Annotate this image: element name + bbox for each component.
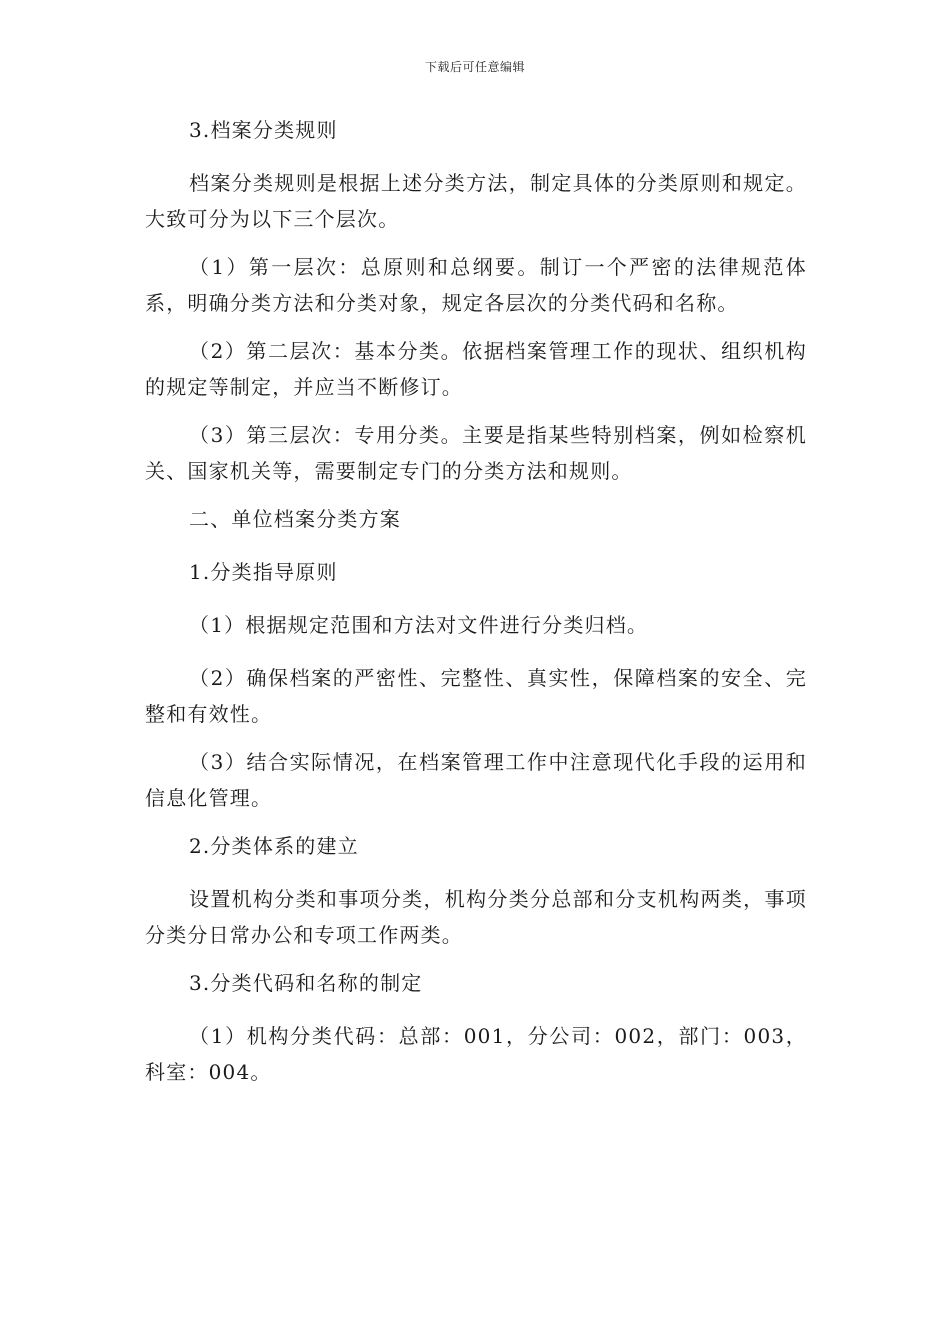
document-body	[145, 112, 807, 1102]
page-header: 下载后可任意编辑	[424, 60, 525, 74]
paragraph: （1）第一层次：总原则和总纲要。制订一个严密的法律规范体系，明确分类方法和分类对象，规定各层次的分类代码和名称。	[145, 255, 807, 315]
paragraph: （3）第三层次：专用分类。主要是指某些特别档案，例如检察机关、国家机关等，需要制定专门的分类方法和规则。	[145, 423, 807, 483]
subsection-heading: 3.分类代码和名称的制定	[189, 971, 423, 995]
paragraph: （2）确保档案的严密性、完整性、真实性，保障档案的安全、完整和有效性。	[145, 666, 807, 726]
paragraph: （1）机构分类代码：总部：001，分公司：002，部门：003，科室：004。	[145, 1024, 807, 1084]
paragraph: 设置机构分类和事项分类，机构分类分总部和分支机构两类，事项分类分日常办公和专项工作两类。	[145, 887, 807, 947]
subsection-heading: 1.分类指导原则	[189, 560, 338, 584]
subsection-heading: 2.分类体系的建立	[189, 834, 359, 858]
paragraph: （3）结合实际情况，在档案管理工作中注意现代化手段的运用和信息化管理。	[145, 750, 807, 810]
paragraph: 档案分类规则是根据上述分类方法，制定具体的分类原则和规定。大致可分为以下三个层次。	[145, 171, 807, 231]
section-heading: 3.档案分类规则	[189, 118, 338, 142]
paragraph: （2）第二层次：基本分类。依据档案管理工作的现状、组织机构的规定等制定，并应当不断修订。	[145, 339, 807, 399]
paragraph: （1）根据规定范围和方法对文件进行分类归档。	[189, 613, 649, 637]
section-heading: 二、单位档案分类方案	[189, 507, 401, 531]
